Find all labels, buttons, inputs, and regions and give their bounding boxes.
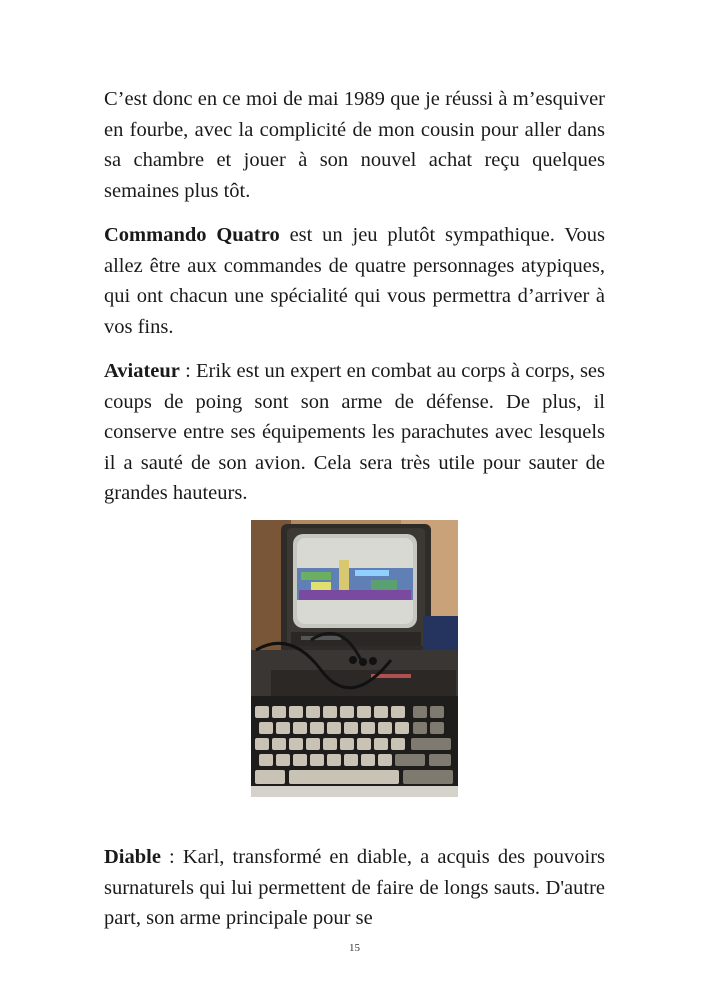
game-title: Commando Quatro xyxy=(104,224,280,246)
paragraph-commando xyxy=(104,220,605,342)
paragraph-intro-text: C’est donc en ce moi de mai 1989 que je réussi à m’esquiver en fourbe, avec la complicité de mon cousin pour aller dans sa chambre et jouer à son nouvel achat reçu quelques semaines plus tôt. xyxy=(104,88,605,202)
character-aviateur-label: Aviateur xyxy=(104,360,180,382)
page-body-continued xyxy=(104,842,605,948)
character-diable-label: Diable xyxy=(104,846,161,868)
paragraph-aviateur xyxy=(104,356,605,509)
paragraph-aviateur-text: : Erik est un expert en combat au corps à corps, ses coups de poing sont son arme de défense. De plus, il conserve entre ses équipements les parachutes avec lesquels il a sauté de son avion. Cela sera très utile pour sauter de grandes hauteurs. xyxy=(104,360,605,504)
paragraph-intro xyxy=(104,84,605,206)
paragraph-diable-text: : Karl, transformé en diable, a acquis des pouvoirs surnaturels qui lui permettent de faire de longs sauts. D'autre part, son arme principale pour se xyxy=(104,846,605,929)
computer-photo xyxy=(251,520,458,797)
paragraph-diable xyxy=(104,842,605,934)
paragraph-commando-text: est un jeu plutôt sympathique. Vous allez être aux commandes de quatre personnages atypiques, qui ont chacun une spécialité qui vous permettra d’arriver à vos fins. xyxy=(104,224,606,338)
page-number: 15 xyxy=(349,942,360,954)
page-body xyxy=(104,84,605,523)
